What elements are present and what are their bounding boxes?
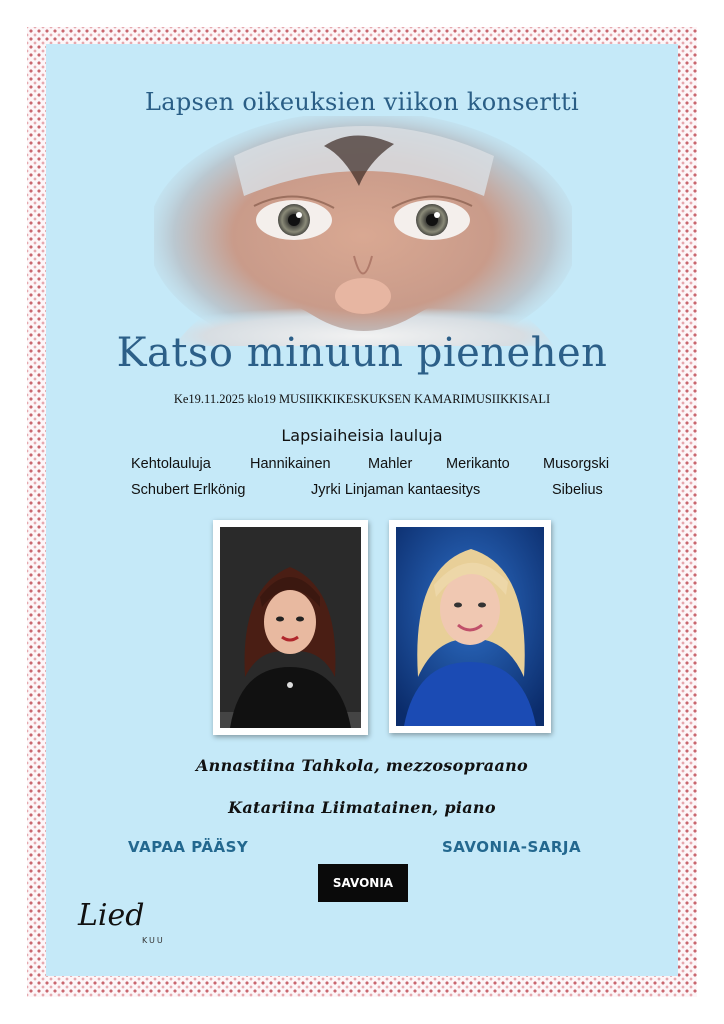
lied-kuu-logo	[78, 898, 168, 948]
composer-item: Hannikainen	[250, 456, 331, 472]
composer-item: Merikanto	[446, 456, 510, 472]
pianist-portrait	[396, 527, 544, 726]
series-label: SAVONIA-SARJA	[442, 838, 582, 856]
composer-item: Sibelius	[552, 482, 603, 498]
savonia-logo: SAVONIA	[318, 864, 408, 902]
concert-poster	[46, 44, 678, 976]
composer-item: Mahler	[368, 456, 413, 472]
songs-heading: Lapsiaiheisia lauluja	[281, 426, 443, 445]
child-face-photo	[154, 116, 572, 346]
pianist-portrait-frame	[389, 520, 551, 733]
performer-pianist: Katariina Liimatainen, piano	[228, 798, 496, 817]
composer-item: Jyrki Linjaman kantaesitys	[311, 482, 481, 498]
composer-item: Musorgski	[543, 456, 610, 472]
performer-singer: Annastiina Tahkola, mezzosopraano	[195, 756, 529, 775]
poster-subtitle: Lapsen oikeuksien viikon konsertti	[145, 88, 579, 116]
free-entry-label: VAPAA PÄÄSY	[128, 838, 249, 856]
event-date-venue: Ke19.11.2025 klo19 MUSIIKKIKESKUKSEN KAMARIMUSIIKKISALI	[173, 392, 551, 406]
lied-logo-sub: KUU	[142, 936, 165, 945]
lied-logo-script: Lied	[78, 898, 145, 933]
composer-item: Schubert Erlkönig	[131, 482, 246, 498]
composer-item: Kehtolauluja	[131, 456, 211, 472]
singer-portrait-frame	[213, 520, 368, 735]
singer-portrait	[220, 527, 361, 728]
poster-title: Katso minuun pienehen	[116, 330, 608, 376]
